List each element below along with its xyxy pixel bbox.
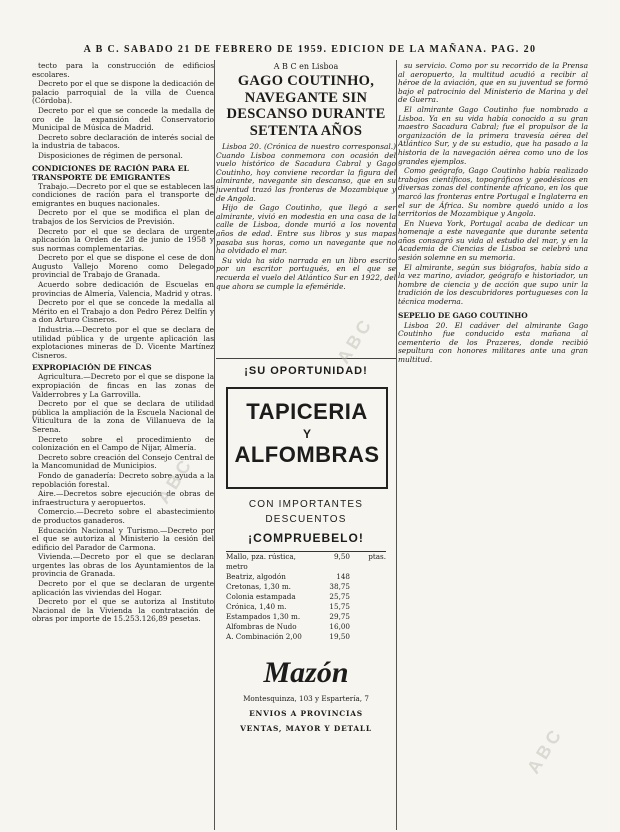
- left-paragraph: Decreto por el que se declara de urgente aplicación la Orden de 28 de junio de 1958 y sus normas complementarias.: [32, 226, 214, 253]
- price-row: Cretonas, 1,30 m. 38,75: [226, 582, 350, 591]
- price-row: Colonia estampada 25,75: [226, 592, 350, 601]
- price-row: Mallo, pza. rústica, metro 9,50 ptas.: [226, 552, 386, 571]
- left-paragraph: Disposiciones de régimen de personal.: [38, 150, 183, 160]
- left-paragraph: Decreto por el que se declaran de urgente aplicación las viviendas del Hogar.: [32, 579, 214, 597]
- article-paragraph: Su vida ha sido narrada en un libro escrito por un escritor portugués, en el que se recuerda el vuelo del Atlántico Sur en 1922, del que ahora se cumple la efeméride.: [216, 255, 396, 291]
- watermark: ABC: [153, 453, 198, 508]
- middle-column: [216, 62, 396, 356]
- right-subheading: SEPELIO DE GAGO COUTINHO: [398, 310, 528, 320]
- left-paragraph: Aire.—Decretos sobre ejecución de obras de infraestructura y aeropuertos.: [32, 489, 214, 507]
- ad-brand-logo: Mazón: [263, 656, 349, 689]
- right-column: [398, 62, 588, 827]
- price-row: Estampados 1,30 m. 29,75: [226, 612, 350, 621]
- left-paragraph: Decreto por el que se autoriza al Instituto Nacional de la Vivienda la contratación de obras por importe de 15.253.126,89 pesetas.: [32, 597, 214, 624]
- article-headline: GAGO COUTINHO, NAVEGANTE SIN DESCANSO DURANTE SETENTA AÑOS: [226, 73, 386, 139]
- ad-offer-line2: DESCUENTOS: [265, 514, 347, 525]
- watermark: ABC: [333, 313, 378, 368]
- left-paragraph: Educación Nacional y Turismo.—Decreto por el que se autoriza al Ministerio la cesión del edificio del Parador de Carmona.: [32, 525, 214, 552]
- left-paragraph: Decreto por el que se concede la medalla de oro de la expansión del Conservatorio Municipal de Música de Madrid.: [32, 105, 214, 133]
- right-paragraph: su servicio. Como por su recorrido de la Prensa al aeropuerto, la multitud acudió a recibir al héroe de la aviación, que en su juventud se formó bajo el patrocinio del Ministerio de Marina y del de Guerra.: [398, 62, 588, 105]
- left-paragraph: Acuerdo sobre dedicación de Escuelas en provincias de Almería, Valencia, Madrid y otras.: [32, 280, 214, 298]
- watermark: ABC: [523, 723, 568, 778]
- left-paragraph: Decreto sobre el procedimiento de colonización en el Campo de Nijar, Almería.: [32, 434, 214, 453]
- right-paragraph: Lisboa 20. El cadáver del almirante Gago Coutinho fue conducido esta mañana al cementerio de los Prazeres, donde recibió sepultura con honores militares ante una gran multitud.: [398, 320, 588, 364]
- column-rule-right: [396, 60, 397, 830]
- left-column: [32, 62, 214, 827]
- ad-title-line2: Y: [302, 427, 311, 441]
- ad-title-line1: TAPICERIA: [246, 399, 368, 424]
- price-row: A. Combinación 2,00 19,50: [226, 632, 350, 641]
- left-paragraph: Decreto por el que se concede la medalla al Mérito en el Trabajo a don Pedro Pérez Delfín y a don Arturo Cisneros.: [32, 298, 214, 325]
- left-paragraph: Industria.—Decreto por el que se declara de utilidad pública y de urgente aplicación las explotaciones mineras de D. Vicente Martínez Cisneros.: [32, 325, 214, 360]
- price-row: Alfombras de Nudo 16,00: [226, 622, 350, 631]
- left-paragraph: Vivienda.—Decreto por el que se declaran urgentes las obras de los Ayuntamientos de la provincia de Granada.: [32, 552, 214, 579]
- ad-price-list: [226, 551, 386, 642]
- article-kicker: A B C en Lisboa: [273, 62, 339, 71]
- left-paragraph: Fondo de ganadería: Decreto sobre ayuda a la repoblación forestal.: [32, 470, 214, 489]
- left-subheading: EXPROPIACIÓN DE FINCAS: [32, 363, 152, 373]
- ad-title-line3: ALFOMBRAS: [234, 442, 380, 467]
- ad-address: Montesquinza, 103 y Espartería, 7: [243, 694, 369, 703]
- price-row: Crónica, 1,40 m. 15,75: [226, 602, 350, 611]
- page-header: A B C. SABADO 21 DE FEBRERO DE 1959. EDICION DE LA MAÑANA. PAG. 20: [83, 44, 537, 55]
- left-paragraph: tecto para la construcción de edificios escolares.: [32, 62, 214, 79]
- ad-cta: ¡COMPRUEBELO!: [248, 531, 364, 545]
- left-subheading: CONDICIONES DE RACIÓN PARA EL TRANSPORTE DE EMIGRANTES: [32, 163, 189, 182]
- left-paragraph: Decreto por el que se dispone el cese de don Augusto Vallejo Moreno como Delegado provincial de Trabajo de Granada.: [32, 253, 214, 280]
- left-paragraph: Comercio.—Decreto sobre el abastecimiento de productos ganaderos.: [32, 507, 214, 525]
- ad-tagline: ¡SU OPORTUNIDAD!: [244, 365, 368, 377]
- left-paragraph: Decreto sobre creación del Consejo Central de la Mancomunidad de Municipios.: [32, 452, 214, 471]
- column-rule-left: [214, 60, 215, 830]
- right-paragraph: En Nueva York, Portugal acaba de dedicar un homenaje a este navegante que durante setenta años consagró su vida al estudio del mar, y en la Academia de Ciencias de Lisboa se celebró una sesión solemne en su memoria.: [398, 218, 588, 263]
- ad-shipping: ENVIOS A PROVINCIAS: [249, 709, 363, 718]
- left-paragraph: Trabajo.—Decreto por el que se establecen las condiciones de ración para el transporte de emigrantes en buques nacionales.: [32, 181, 214, 208]
- ad-title-box: [226, 387, 388, 489]
- ad-offer-line1: CON IMPORTANTES: [248, 499, 364, 510]
- article-paragraph: Lisboa 20. (Crónica de nuestro corresponsal.) Cuando Lisboa conmemora con ocasión del vuelo histórico de Sacadura Cabral y Gago Coutinho, hoy conviene recordar la figura del almirante, navegante sin descanso, que en su juventud trazó las fronteras de Mozambique y de Angola.: [216, 142, 396, 203]
- right-paragraph: El almirante, según sus biógrafos, había sido a la vez marino, aviador, geógrafo e historiador, un hombre de ciencia y de acción que supo unir la tradición de los descubridores portugueses con la técnica moderna.: [398, 262, 588, 307]
- right-paragraph: Como geógrafo, Gago Coutinho había realizado trabajos científicos, topográficos y geodésicos en diversas zonas del continente africano, en los que marcó las fronteras entre Portugal e Inglaterra en el sur de África. Su nombre quedó unido a los territorios de Mozambique y Angola.: [398, 166, 588, 219]
- left-paragraph: Agricultura.—Decreto por el que se dispone la expropiación de fincas en las zonas de Valderrobres y La Garrovilla.: [32, 372, 214, 399]
- left-paragraph: Decreto por el que se dispone la dedicación de palacio parroquial de la villa de Cuenca (Córdoba).: [32, 79, 214, 106]
- tapestry-advertisement: [216, 358, 396, 829]
- right-paragraph: El almirante Gago Coutinho fue nombrado a Lisboa. Ya en su vida había conocido a su gran maestro Sacadura Cabral; fue el propulsor de la organización de la primera travesía aérea del Atlántico Sur, y de su estudio, que ha pasado a la historia de la navegación aérea como uno de los grandes ejemplos.: [398, 104, 588, 166]
- left-paragraph: Decreto por el que se declara de utilidad pública la ampliación de la Escuela Nacional de Viticultura de la zona de Villanueva de la Serena.: [32, 399, 214, 434]
- price-row: Beatriz, algodón 148: [226, 572, 350, 581]
- left-paragraph: Decreto por el que se modifica el plan de trabajos de los Servicios de Previsión.: [32, 208, 214, 226]
- ad-sales: VENTAS, MAYOR Y DETALL: [240, 724, 372, 733]
- left-paragraph: Decreto sobre declaración de interés social de la industria de tabacos.: [32, 132, 214, 151]
- article-paragraph: Hijo de Gago Coutinho, que llegó a ser almirante, vivió en modestia en una casa de la calle de Lisboa, donde murió a los noventa años de edad. Entre sus libros y sus mapas pasaba sus horas, como un navegante que no ha olvidado el mar.: [216, 203, 396, 256]
